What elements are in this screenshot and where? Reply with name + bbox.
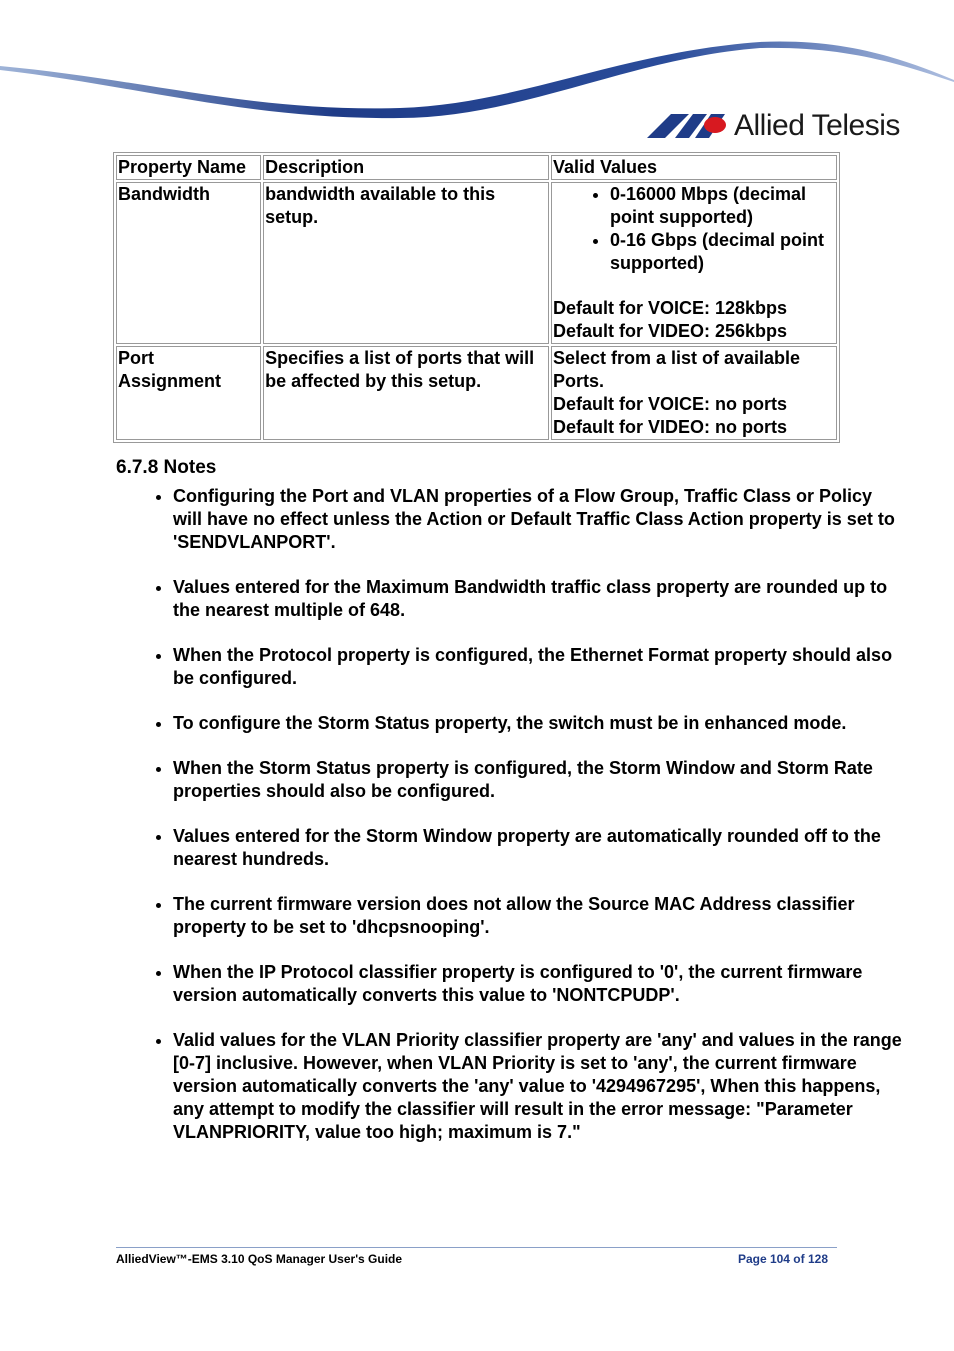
cell-description: Specifies a list of ports that will be affected by this setup. bbox=[263, 346, 549, 440]
table-header-row bbox=[116, 155, 837, 180]
header-property-name: Property Name bbox=[116, 155, 261, 180]
default-video: Default for VIDEO: 256kbps bbox=[552, 321, 788, 341]
list-item: • The current firmware version does not allow the Source MAC Address classifier property to be set to 'dhcpsnooping'. bbox=[173, 893, 903, 939]
table-row bbox=[116, 346, 837, 440]
footer-divider bbox=[116, 1247, 837, 1248]
cell-valid-values bbox=[551, 346, 837, 440]
default-voice: Default for VOICE: 128kbps bbox=[552, 298, 788, 318]
notes-list bbox=[116, 485, 903, 1166]
properties-table bbox=[113, 152, 840, 443]
valid-values-text: Select from a list of available Ports. bbox=[552, 348, 801, 391]
list-item: • When the Storm Status property is configured, the Storm Window and Storm Rate properties should also be configured. bbox=[173, 757, 903, 803]
list-item: • 0-16 Gbps (decimal point supported) bbox=[610, 229, 835, 275]
table-row bbox=[116, 182, 837, 344]
list-item: • When the Protocol property is configured, the Ethernet Format property should also be configured. bbox=[173, 644, 903, 690]
list-item: • To configure the Storm Status property, the switch must be in enhanced mode. bbox=[173, 712, 903, 735]
cell-description: bandwidth available to this setup. bbox=[263, 182, 549, 344]
footer-doc-title: AlliedView™-EMS 3.10 QoS Manager User's Guide bbox=[116, 1252, 403, 1266]
list-item: • Configuring the Port and VLAN properties of a Flow Group, Traffic Class or Policy will have no effect unless the Action or Default Traffic Class Action property is set to 'SENDVLANPORT'. bbox=[173, 485, 903, 554]
cell-valid-values bbox=[551, 182, 837, 344]
list-item: • Values entered for the Maximum Bandwidth traffic class property are rounded up to the nearest multiple of 648. bbox=[173, 576, 903, 622]
logo-text: Allied Telesis bbox=[734, 109, 900, 142]
valid-values-list bbox=[553, 183, 835, 275]
default-voice: Default for VOICE: no ports bbox=[552, 394, 787, 414]
cell-name: Bandwidth bbox=[116, 182, 261, 344]
footer-page-number: Page 104 of 128 bbox=[737, 1252, 828, 1266]
section-title: 6.7.8 Notes bbox=[116, 457, 217, 478]
header-description: Description bbox=[263, 155, 549, 180]
header-valid-values: Valid Values bbox=[551, 155, 837, 180]
list-item: • Values entered for the Storm Window property are automatically rounded off to the nearest hundreds. bbox=[173, 825, 903, 871]
list-item: • Valid values for the VLAN Priority classifier property are 'any' and values in the range [0-7] inclusive. However, when VLAN Priority is set to 'any', the current firmware version automatically converts the 'any' value to '4294967295', When this happens, any attempt to modify the classifier will result in the error message: "Parameter VLANPRIORITY, value too high; maximum is 7." bbox=[173, 1029, 903, 1144]
list-item: • When the IP Protocol classifier property is configured to '0', the current firmware version automatically converts this value to 'NONTCPUDP'. bbox=[173, 961, 903, 1007]
cell-name: Port Assignment bbox=[116, 346, 261, 440]
list-item: • 0-16000 Mbps (decimal point supported) bbox=[610, 183, 835, 229]
default-video: Default for VIDEO: no ports bbox=[552, 417, 787, 437]
